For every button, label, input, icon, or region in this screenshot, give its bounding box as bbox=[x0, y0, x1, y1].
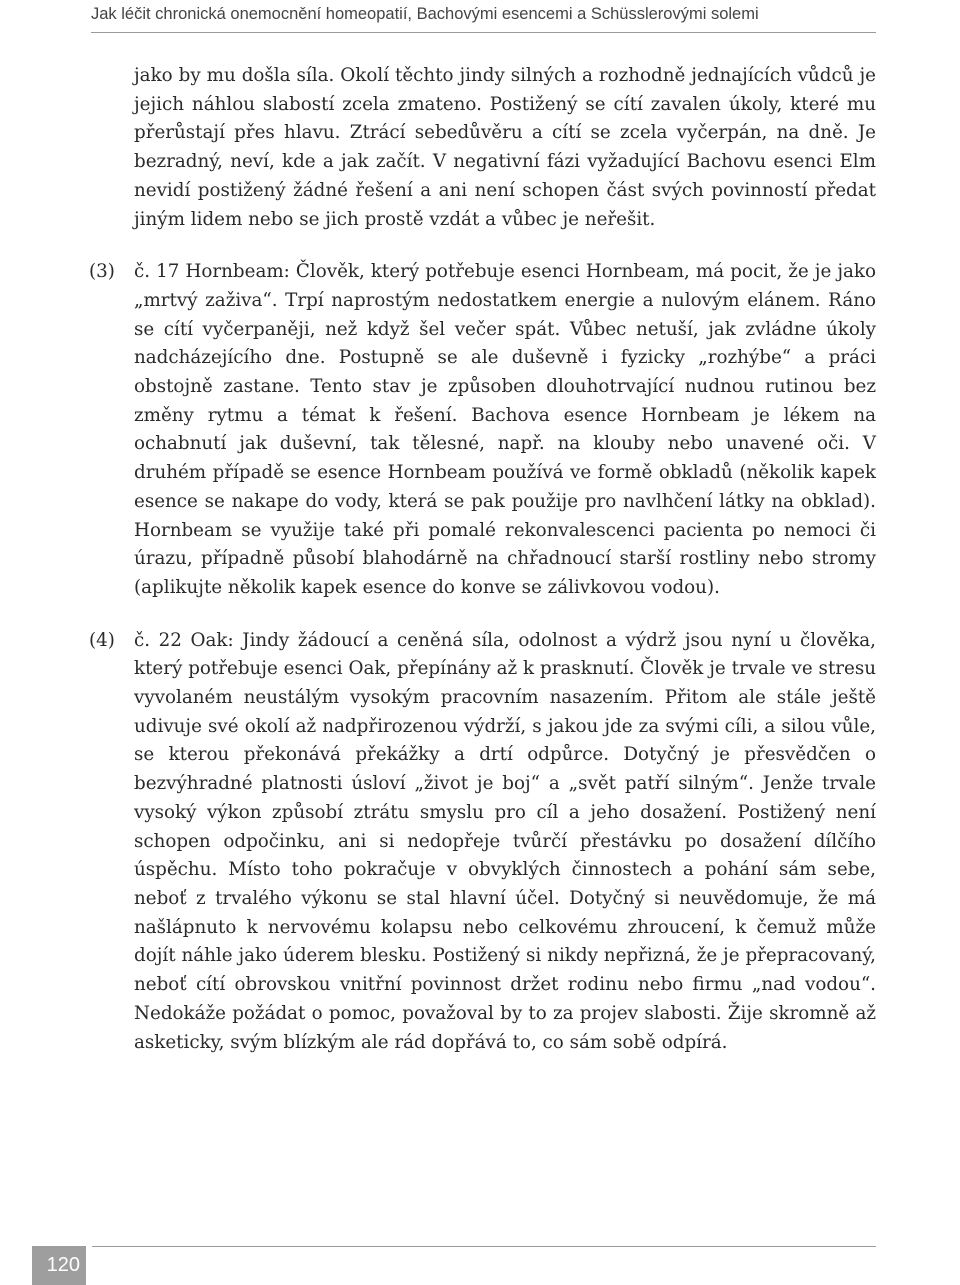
list-item-4-number: (4) bbox=[89, 629, 115, 651]
list-item-3 bbox=[89, 258, 876, 602]
list-item-4-text: č. 22 Oak: Jindy žádoucí a ceněná síla, odolnost a výdrž jsou nyní u člověka, který potřebuje esenci Oak, přepínány až k prasknutí. Člověk je trvale ve stresu vyvolaném neustálým vysokým pracovním nasazením. Přitom ale stále ještě udivuje své okolí až nadpřirozenou výdrží, s jakou jde za svými cíli, a silou vůle, se kterou překonává překážky a drtí odpůrce. Dotyčný je přesvědčen o bezvýhradné platnosti úsloví „život je boj“ a „svět patří silným“. Jenže trvale vysoký výkon způsobí ztrátu smyslu pro cíl a jeho dosažení. Postižený není schopen odpočinku, ani si nedopřeje tvůrčí přestávku po dosažení dílčího úspěchu. Místo toho pokračuje v obvyklých činnostech a pohání sám sebe, neboť z trvalého výkonu se stal hlavní účel. Dotyčný si neuvědomuje, že má našlápnuto k nervovému kolapsu nebo celkovému zhroucení, k čemuž může dojít náhle jako úderem blesku. Postižený si nikdy nepřizná, že je přepracovaný, neboť cítí obrovskou vnitřní povinnost držet rodinu nebo firmu „nad vodou“. Nedokáže požádat o pomoc, považoval by to za projev slabosti. Žije skromně až asketicky, svým blízkým ale rád dopřává to, co sám sobě odpírá. bbox=[134, 629, 876, 1053]
running-header: Jak léčit chronická onemocnění homeopatií, Bachovými esencemi a Schüsslerovými solemi bbox=[91, 5, 759, 23]
page-number: 120 bbox=[46, 1254, 80, 1276]
list-item-3-text: č. 17 Hornbeam: Člověk, který potřebuje esenci Hornbeam, má pocit, že je jako „mrtvý zaživa“. Trpí naprostým nedostatkem energie a nulovým elánem. Ráno se cítí vyčerpaněji, než když šel večer spát. Vůbec netuší, jak zvládne úkoly nadcházejícího dne. Postupně se ale duševně i fyzicky „rozhýbe“ a práci obstojně zastane. Tento stav je způsoben dlouhotrvající nudnou rutinou bez změny rytmu a témat k řešení. Bachova esence Hornbeam je lékem na ochabnutí jak duševní, tak tělesné, např. na klouby nebo unavené oči. V druhém případě se esence Hornbeam používá ve formě obkladů (několik kapek esence se nakape do vody, která se pak použije pro navlhčení látky na obklad). Hornbeam se využije také při pomalé rekonvalescenci pacienta po nemoci či úrazu, případně působí blahodárně na chřadnoucí starší rostliny nebo stromy (aplikujte několik kapek esence do konve se zálivkovou vodou). bbox=[134, 261, 876, 598]
header-rule bbox=[91, 32, 876, 33]
body-text bbox=[89, 62, 876, 1057]
list-item-4 bbox=[89, 627, 876, 1058]
continuation-paragraph: jako by mu došla síla. Okolí těchto jindy silných a rozhodně jednajících vůdců je jejich náhlou slabostí zcela zmateno. Postižený se cítí zavalen úkoly, které mu přerůstají přes hlavu. Ztrácí sebedůvěru a cítí se zcela vyčerpán, na dně. Je bezradný, neví, kde a jak začít. V negativní fázi vyžadující Bachovu esenci Elm nevidí postižený žádné řešení a ani není schopen část svých povinností předat jiným lidem nebo se jich prostě vzdát a vůbec je neřešit. bbox=[134, 65, 876, 230]
footer-rule bbox=[92, 1246, 876, 1247]
list-item-3-number: (3) bbox=[89, 261, 115, 283]
page-number-box bbox=[32, 1246, 86, 1285]
